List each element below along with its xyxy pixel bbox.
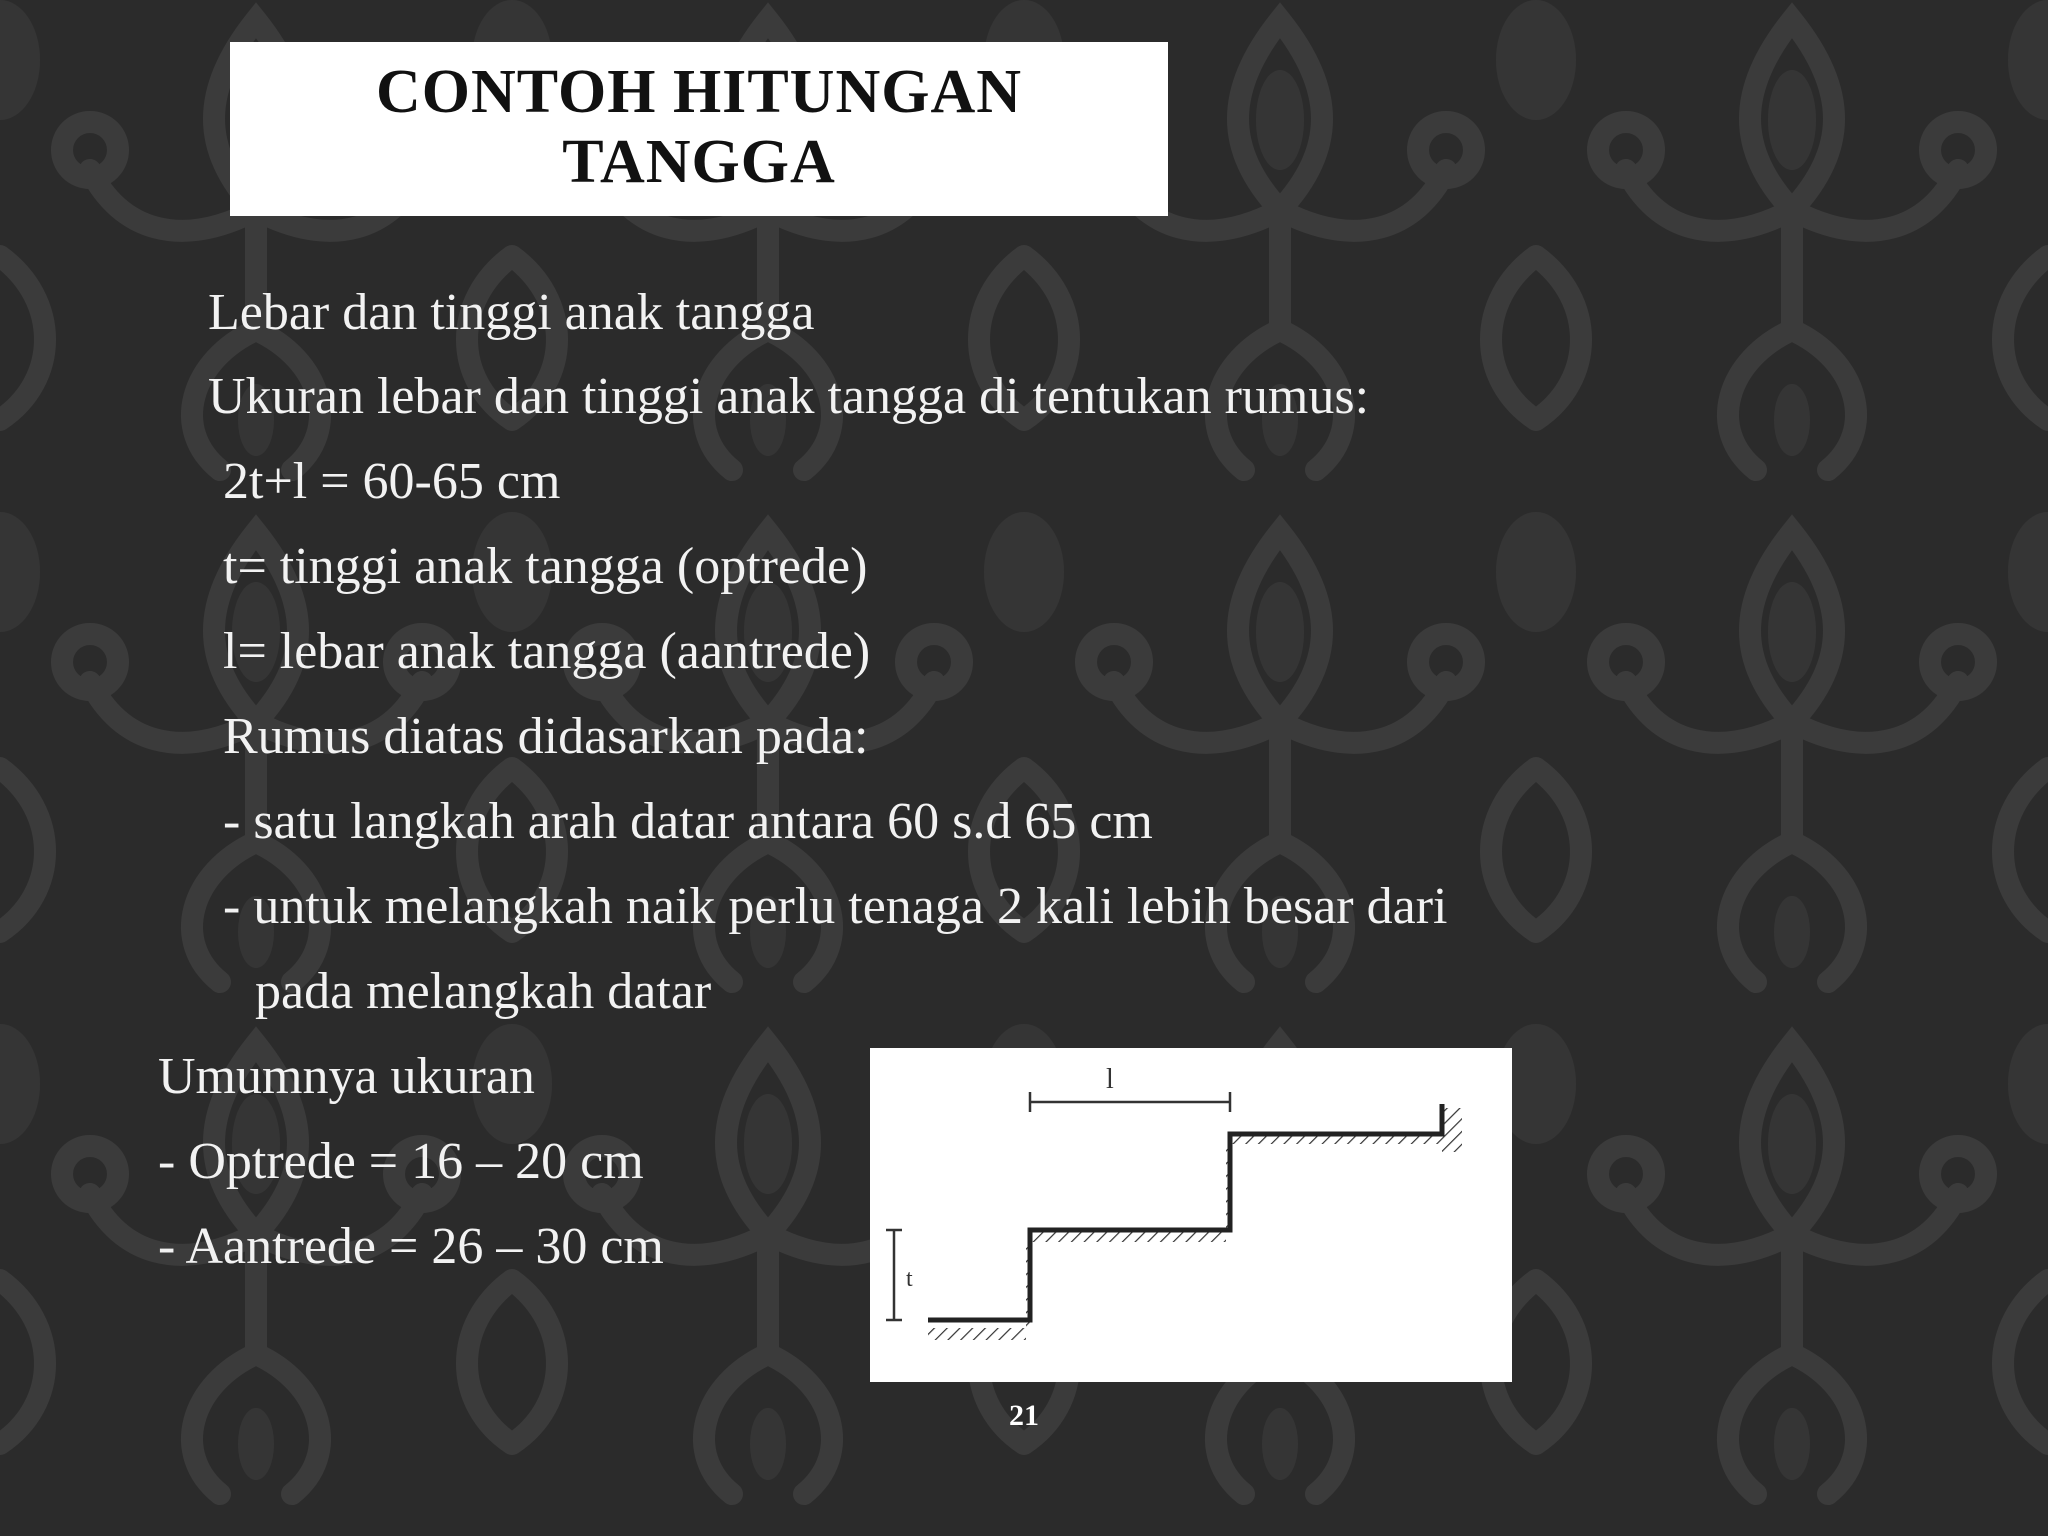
- stair-profile: [928, 1104, 1442, 1320]
- tread-dimension: [1030, 1092, 1230, 1112]
- body-line-2: Ukuran lebar dan tinggi anak tangga di tentukan rumus:: [208, 368, 1370, 425]
- label-l: l: [1106, 1064, 1114, 1095]
- basis-heading: Rumus diatas didasarkan pada:: [223, 708, 869, 765]
- title-box: [230, 42, 1168, 216]
- stair-diagram-svg: [870, 1048, 1512, 1382]
- optrede-range: - Optrede = 16 – 20 cm: [158, 1133, 644, 1190]
- basis-item-2: - untuk melangkah naik perlu tenaga 2 kali lebih besar dari: [223, 878, 1448, 935]
- stair-diagram: [870, 1048, 1512, 1382]
- riser-dimension: [886, 1230, 902, 1320]
- basis-item-2-cont: pada melangkah datar: [255, 963, 712, 1020]
- stair-hatching: [928, 1132, 1442, 1340]
- slide-title-line-2: TANGGA: [562, 128, 836, 196]
- definition-l: l= lebar anak tangga (aantrede): [223, 623, 871, 680]
- label-t: t: [906, 1266, 913, 1292]
- general-heading: Umumnya ukuran: [158, 1048, 535, 1105]
- formula-line: 2t+l = 60-65 cm: [223, 453, 561, 510]
- definition-t: t= tinggi anak tangga (optrede): [223, 538, 868, 595]
- slide-title-line-1: CONTOH HITUNGAN: [376, 58, 1022, 126]
- basis-item-1: - satu langkah arah datar antara 60 s.d 65 cm: [223, 793, 1153, 850]
- aantrede-range: - Aantrede = 26 – 30 cm: [158, 1218, 664, 1275]
- page-number: 21: [1009, 1399, 1039, 1432]
- body-line-1: Lebar dan tinggi anak tangga: [208, 284, 815, 341]
